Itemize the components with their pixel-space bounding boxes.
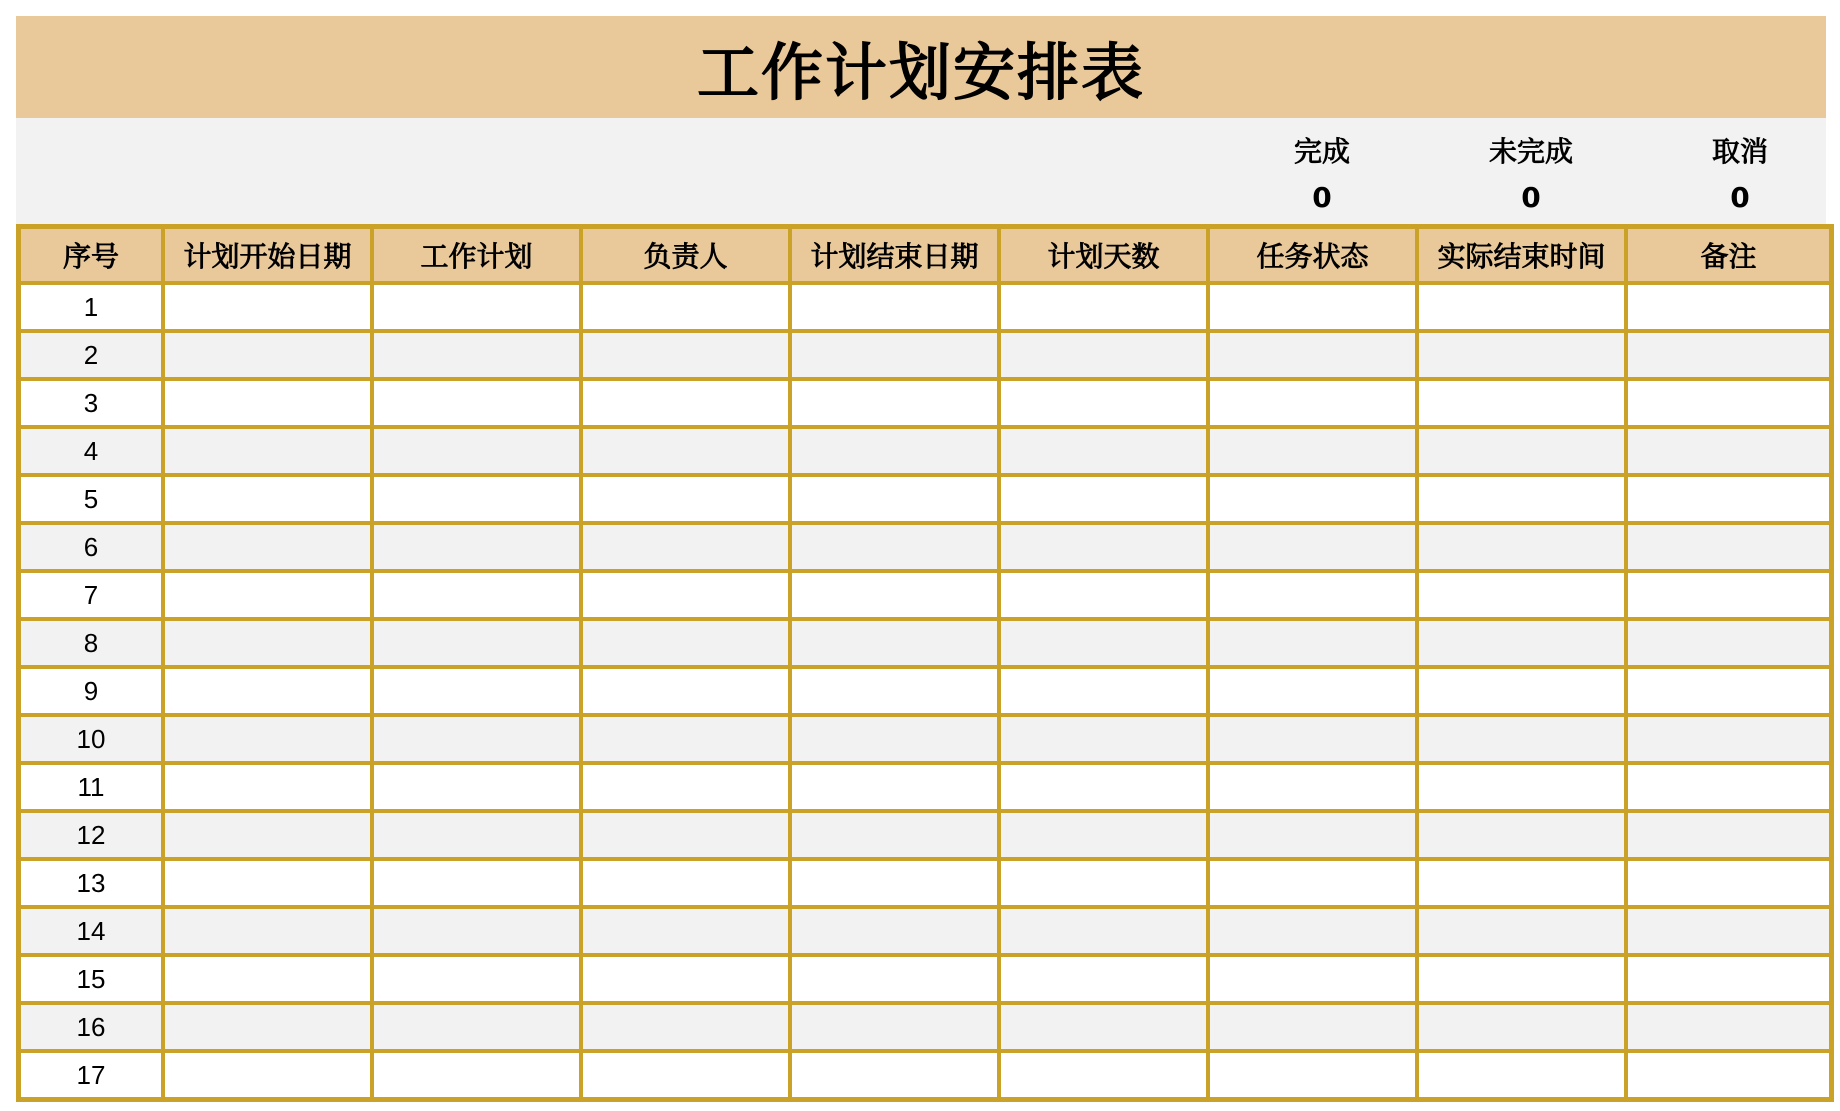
table-cell[interactable]	[163, 331, 372, 379]
table-cell[interactable]	[999, 379, 1208, 427]
column-header[interactable]: 实际结束时间	[1417, 227, 1626, 283]
table-cell[interactable]	[1417, 859, 1626, 907]
table-cell[interactable]	[1208, 523, 1417, 571]
table-cell[interactable]	[1626, 907, 1831, 955]
table-cell[interactable]	[1626, 955, 1831, 1003]
table-row	[19, 1051, 1831, 1099]
table-cell[interactable]	[1208, 571, 1417, 619]
table-cell[interactable]	[1626, 667, 1831, 715]
table-cell[interactable]	[999, 475, 1208, 523]
table-cell[interactable]	[1208, 715, 1417, 763]
table-cell[interactable]	[1417, 619, 1626, 667]
table-cell[interactable]	[1417, 331, 1626, 379]
table-cell[interactable]	[1208, 475, 1417, 523]
column-header[interactable]: 备注	[1626, 227, 1831, 283]
column-header[interactable]: 计划开始日期	[163, 227, 372, 283]
table-cell[interactable]	[372, 475, 581, 523]
table-cell[interactable]	[1626, 715, 1831, 763]
table-row	[19, 667, 1831, 715]
table-cell[interactable]	[1626, 475, 1831, 523]
table-cell[interactable]	[999, 1003, 1208, 1051]
summary-count[interactable]: 0	[1521, 181, 1541, 214]
table-header-row	[19, 227, 1831, 283]
row-number-cell[interactable]: 11	[19, 763, 163, 811]
page-title: 工作计划安排表	[696, 35, 1145, 109]
table-cell[interactable]	[581, 619, 790, 667]
table-cell[interactable]	[581, 715, 790, 763]
table-cell[interactable]	[1417, 427, 1626, 475]
table-cell[interactable]	[1208, 1003, 1417, 1051]
table-row	[19, 331, 1831, 379]
table-cell[interactable]	[999, 571, 1208, 619]
column-header[interactable]: 负责人	[581, 227, 790, 283]
plan-table	[16, 224, 1834, 1102]
table-cell[interactable]	[1417, 667, 1626, 715]
table-cell[interactable]	[1417, 1003, 1626, 1051]
column-header[interactable]: 工作计划	[372, 227, 581, 283]
table-cell[interactable]	[1208, 667, 1417, 715]
table-cell[interactable]	[790, 667, 999, 715]
table-cell[interactable]	[999, 523, 1208, 571]
table-cell[interactable]	[581, 331, 790, 379]
table-cell[interactable]	[999, 331, 1208, 379]
row-number-cell[interactable]: 9	[19, 667, 163, 715]
table-cell[interactable]	[581, 811, 790, 859]
table-cell[interactable]	[372, 955, 581, 1003]
table-cell[interactable]	[790, 763, 999, 811]
row-number-cell[interactable]: 4	[19, 427, 163, 475]
table-cell[interactable]	[163, 667, 372, 715]
table-cell[interactable]	[1626, 571, 1831, 619]
table-cell[interactable]	[1626, 811, 1831, 859]
row-number-cell[interactable]: 16	[19, 1003, 163, 1051]
table-row	[19, 763, 1831, 811]
table-cell[interactable]	[1417, 379, 1626, 427]
table-cell[interactable]	[372, 619, 581, 667]
table-cell[interactable]	[790, 475, 999, 523]
table-cell[interactable]	[999, 907, 1208, 955]
table-cell[interactable]	[372, 1003, 581, 1051]
table-cell[interactable]	[790, 907, 999, 955]
table-cell[interactable]	[1208, 811, 1417, 859]
status-summary	[16, 118, 1826, 224]
table-cell[interactable]	[999, 283, 1208, 331]
table-cell[interactable]	[1417, 475, 1626, 523]
table-cell[interactable]	[790, 715, 999, 763]
table-cell[interactable]	[372, 379, 581, 427]
column-header[interactable]: 任务状态	[1208, 227, 1417, 283]
summary-incomplete	[1427, 118, 1635, 224]
table-row	[19, 379, 1831, 427]
table-cell[interactable]	[1208, 379, 1417, 427]
table-row	[19, 955, 1831, 1003]
table-cell[interactable]	[1417, 955, 1626, 1003]
table-cell[interactable]	[163, 811, 372, 859]
summary-complete	[1218, 118, 1426, 224]
table-cell[interactable]	[1208, 427, 1417, 475]
table-cell[interactable]	[1208, 1051, 1417, 1099]
table-cell[interactable]	[999, 763, 1208, 811]
table-cell[interactable]	[163, 379, 372, 427]
table-cell[interactable]	[581, 475, 790, 523]
table-cell[interactable]	[790, 859, 999, 907]
table-cell[interactable]	[1208, 907, 1417, 955]
row-number-cell[interactable]: 7	[19, 571, 163, 619]
table-cell[interactable]	[372, 811, 581, 859]
work-plan-sheet	[16, 16, 1826, 1102]
table-cell[interactable]	[581, 907, 790, 955]
table-cell[interactable]	[1417, 283, 1626, 331]
table-cell[interactable]	[581, 523, 790, 571]
table-cell[interactable]	[372, 571, 581, 619]
table-cell[interactable]	[790, 955, 999, 1003]
table-cell[interactable]	[1417, 571, 1626, 619]
table-cell[interactable]	[163, 907, 372, 955]
table-cell[interactable]	[581, 283, 790, 331]
column-header[interactable]: 计划结束日期	[790, 227, 999, 283]
table-row	[19, 811, 1831, 859]
table-cell[interactable]	[1626, 763, 1831, 811]
table-cell[interactable]	[372, 523, 581, 571]
table-cell[interactable]	[581, 667, 790, 715]
summary-cancelled	[1636, 118, 1840, 224]
row-number-cell[interactable]: 8	[19, 619, 163, 667]
table-cell[interactable]	[790, 811, 999, 859]
table-cell[interactable]	[790, 379, 999, 427]
table-cell[interactable]	[372, 763, 581, 811]
table-cell[interactable]	[163, 619, 372, 667]
table-cell[interactable]	[790, 427, 999, 475]
row-number-cell[interactable]: 15	[19, 955, 163, 1003]
row-number-cell[interactable]: 2	[19, 331, 163, 379]
row-number-cell[interactable]: 6	[19, 523, 163, 571]
table-cell[interactable]	[1208, 763, 1417, 811]
table-row	[19, 859, 1831, 907]
table-cell[interactable]	[1626, 859, 1831, 907]
summary-label: 完成	[1293, 135, 1350, 168]
table-cell[interactable]	[999, 955, 1208, 1003]
table-cell[interactable]	[581, 763, 790, 811]
table-row	[19, 523, 1831, 571]
table-cell[interactable]	[999, 667, 1208, 715]
table-cell[interactable]	[1626, 427, 1831, 475]
table-cell[interactable]	[163, 859, 372, 907]
table-cell[interactable]	[163, 715, 372, 763]
table-row	[19, 571, 1831, 619]
column-header[interactable]: 计划天数	[999, 227, 1208, 283]
title-bar	[16, 16, 1826, 118]
table-cell[interactable]	[581, 955, 790, 1003]
row-number-cell[interactable]: 3	[19, 379, 163, 427]
table-cell[interactable]	[163, 523, 372, 571]
table-cell[interactable]	[790, 331, 999, 379]
table-cell[interactable]	[1208, 619, 1417, 667]
table-cell[interactable]	[372, 427, 581, 475]
table-cell[interactable]	[163, 571, 372, 619]
table-cell[interactable]	[1417, 1051, 1626, 1099]
summary-label: 未完成	[1488, 135, 1573, 168]
table-cell[interactable]	[1417, 763, 1626, 811]
table-cell[interactable]	[581, 859, 790, 907]
table-cell[interactable]	[372, 859, 581, 907]
table-cell[interactable]	[1208, 331, 1417, 379]
table-cell[interactable]	[163, 475, 372, 523]
table-cell[interactable]	[1208, 283, 1417, 331]
table-cell[interactable]	[581, 571, 790, 619]
table-body	[19, 283, 1831, 1099]
table-cell[interactable]	[790, 1051, 999, 1099]
table-cell[interactable]	[790, 619, 999, 667]
table-cell[interactable]	[163, 427, 372, 475]
table-cell[interactable]	[1417, 523, 1626, 571]
table-cell[interactable]	[581, 1051, 790, 1099]
table-cell[interactable]	[1417, 811, 1626, 859]
table-cell[interactable]	[790, 571, 999, 619]
table-cell[interactable]	[1626, 283, 1831, 331]
row-number-cell[interactable]: 12	[19, 811, 163, 859]
row-number-cell[interactable]: 5	[19, 475, 163, 523]
table-cell[interactable]	[372, 667, 581, 715]
table-cell[interactable]	[163, 1051, 372, 1099]
table-cell[interactable]	[581, 1003, 790, 1051]
row-number-cell[interactable]: 13	[19, 859, 163, 907]
table-cell[interactable]	[999, 619, 1208, 667]
table-cell[interactable]	[163, 763, 372, 811]
table-row	[19, 283, 1831, 331]
table-cell[interactable]	[372, 907, 581, 955]
table-cell[interactable]	[999, 715, 1208, 763]
table-cell[interactable]	[1417, 907, 1626, 955]
row-number-cell[interactable]: 1	[19, 283, 163, 331]
table-cell[interactable]	[372, 1051, 581, 1099]
table-cell[interactable]	[1626, 331, 1831, 379]
table-cell[interactable]	[163, 283, 372, 331]
table-row	[19, 715, 1831, 763]
table-cell[interactable]	[1626, 523, 1831, 571]
table-row	[19, 1003, 1831, 1051]
table-cell[interactable]	[581, 379, 790, 427]
table-cell[interactable]	[999, 859, 1208, 907]
table-cell[interactable]	[999, 811, 1208, 859]
table-cell[interactable]	[1417, 715, 1626, 763]
table-cell[interactable]	[1626, 1051, 1831, 1099]
table-cell[interactable]	[372, 715, 581, 763]
table-cell[interactable]	[999, 427, 1208, 475]
table-row	[19, 619, 1831, 667]
table-cell[interactable]	[1208, 859, 1417, 907]
table-cell[interactable]	[163, 955, 372, 1003]
table-cell[interactable]	[372, 283, 581, 331]
summary-count[interactable]: 0	[1730, 181, 1750, 214]
table-row	[19, 907, 1831, 955]
table-cell[interactable]	[790, 1003, 999, 1051]
table-cell[interactable]	[372, 331, 581, 379]
table-row	[19, 475, 1831, 523]
table-cell[interactable]	[1208, 955, 1417, 1003]
table-cell[interactable]	[790, 283, 999, 331]
summary-count[interactable]: 0	[1312, 181, 1332, 214]
table-cell[interactable]	[999, 1051, 1208, 1099]
column-header[interactable]: 序号	[19, 227, 163, 283]
table-cell[interactable]	[163, 1003, 372, 1051]
row-number-cell[interactable]: 14	[19, 907, 163, 955]
table-cell[interactable]	[1626, 619, 1831, 667]
table-cell[interactable]	[581, 427, 790, 475]
table-cell[interactable]	[1626, 379, 1831, 427]
row-number-cell[interactable]: 17	[19, 1051, 163, 1099]
table-cell[interactable]	[1626, 1003, 1831, 1051]
summary-label: 取消	[1711, 135, 1768, 168]
table-row	[19, 427, 1831, 475]
table-cell[interactable]	[790, 523, 999, 571]
row-number-cell[interactable]: 10	[19, 715, 163, 763]
